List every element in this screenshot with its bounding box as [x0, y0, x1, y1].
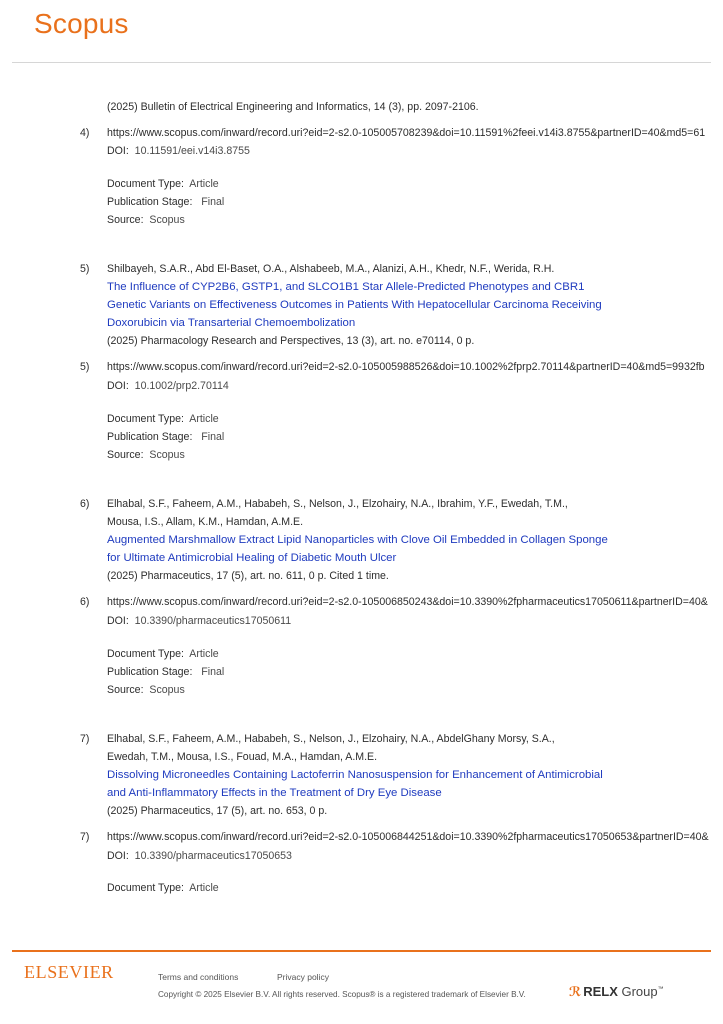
- doi-label: DOI:: [107, 145, 129, 157]
- record-authors: Mousa, I.S., Allam, K.M., Hamdan, A.M.E.: [107, 516, 304, 528]
- pub-stage-value: Final: [201, 431, 225, 443]
- record-title-link[interactable]: for Ultimate Antimicrobial Healing of Diabetic Mouth Ulcer: [107, 552, 397, 564]
- publication-stage: [107, 663, 224, 681]
- privacy-link[interactable]: Privacy policy: [277, 972, 329, 982]
- doc-type-value: Article: [189, 648, 219, 660]
- doc-type-label: Document Type:: [107, 413, 184, 425]
- record-doi: [107, 612, 291, 630]
- record-url[interactable]: https://www.scopus.com/inward/record.uri?eid=2-s2.0-105005708239&doi=10.11591%2feei.v14i3.8755&partnerID=40&md5=61: [107, 127, 706, 139]
- source-value: Scopus: [149, 214, 185, 226]
- record-number: 6): [80, 498, 90, 510]
- record-source: [107, 446, 185, 464]
- doc-type-value: Article: [189, 413, 219, 425]
- relx-mark-icon: ℛ: [569, 984, 582, 999]
- header-divider: [12, 62, 711, 63]
- record-number: 4): [80, 127, 90, 139]
- pub-stage-label: Publication Stage:: [107, 196, 193, 208]
- record-source-line: (2025) Bulletin of Electrical Engineering and Informatics, 14 (3), pp. 2097-2106.: [107, 101, 479, 113]
- doi-value[interactable]: 10.3390/pharmaceutics17050653: [134, 850, 292, 862]
- doc-type-label: Document Type:: [107, 178, 184, 190]
- document-type: [107, 645, 219, 663]
- record-doi: [107, 847, 292, 865]
- doi-value[interactable]: 10.3390/pharmaceutics17050611: [134, 615, 292, 627]
- record-source: [107, 211, 185, 229]
- record-authors: Ewedah, T.M., Mousa, I.S., Fouad, M.A., Hamdan, A.M.E.: [107, 751, 378, 763]
- relx-logo-text: RELX: [583, 984, 618, 999]
- doc-type-value: Article: [189, 882, 219, 894]
- pub-stage-label: Publication Stage:: [107, 431, 193, 443]
- record-source-line: (2025) Pharmacology Research and Perspectives, 13 (3), art. no. e70114, 0 p.: [107, 335, 475, 347]
- record-source: [107, 681, 185, 699]
- doi-label: DOI:: [107, 380, 129, 392]
- source-label: Source:: [107, 449, 144, 461]
- record-source-line: (2025) Pharmaceutics, 17 (5), art. no. 653, 0 p.: [107, 805, 328, 817]
- doc-type-label: Document Type:: [107, 882, 184, 894]
- record-title-link[interactable]: Genetic Variants on Effectiveness Outcomes in Patients With Hepatocellular Carcinoma Receiving: [107, 299, 602, 311]
- pub-stage-label: Publication Stage:: [107, 666, 193, 678]
- pub-stage-value: Final: [201, 196, 225, 208]
- record-title-link[interactable]: Dissolving Microneedles Containing Lactoferrin Nanosuspension for Enhancement of Antimicrobial: [107, 769, 603, 781]
- record-url[interactable]: https://www.scopus.com/inward/record.uri?eid=2-s2.0-105006844251&doi=10.3390%2fpharmaceutics17050653&partnerID=40&: [107, 831, 709, 843]
- record-title-link[interactable]: The Influence of CYP2B6, GSTP1, and SLCO1B1 Star Allele-Predicted Phenotypes and CBR1: [107, 281, 585, 293]
- record-number: 6): [80, 596, 90, 608]
- pub-stage-value: Final: [201, 666, 225, 678]
- source-label: Source:: [107, 214, 144, 226]
- source-value: Scopus: [149, 449, 185, 461]
- doi-value[interactable]: 10.1002/prp2.70114: [134, 380, 229, 392]
- record-source-line: (2025) Pharmaceutics, 17 (5), art. no. 611, 0 p. Cited 1 time.: [107, 570, 389, 582]
- record-number: 5): [80, 263, 90, 275]
- record-title-link[interactable]: Doxorubicin via Transarterial Chemoembolization: [107, 317, 356, 329]
- record-url[interactable]: https://www.scopus.com/inward/record.uri?eid=2-s2.0-105006850243&doi=10.3390%2fpharmaceutics17050611&partnerID=40&: [107, 596, 708, 608]
- record-url[interactable]: https://www.scopus.com/inward/record.uri?eid=2-s2.0-105005988526&doi=10.1002%2fprp2.70114&partnerID=40&md5=9932fb: [107, 361, 705, 373]
- record-authors: Elhabal, S.F., Faheem, A.M., Hababeh, S., Nelson, J., Elzohairy, N.A., Ibrahim, Y.F., Ewedah, T.M.,: [107, 498, 568, 510]
- source-value: Scopus: [149, 684, 185, 696]
- record-number: 5): [80, 361, 90, 373]
- footer-divider: [12, 950, 711, 952]
- record-doi: [107, 377, 229, 395]
- publication-stage: [107, 193, 224, 211]
- copyright-text: Copyright © 2025 Elsevier B.V. All rights reserved. Scopus® is a registered trademark of Elsevier B.V.: [158, 990, 526, 999]
- record-number: 7): [80, 831, 90, 843]
- doi-value[interactable]: 10.11591/eei.v14i3.8755: [134, 145, 250, 157]
- record-authors: Shilbayeh, S.A.R., Abd El-Baset, O.A., Alshabeeb, M.A., Alanizi, A.H., Khedr, N.F., Werida, R.H.: [107, 263, 555, 275]
- record-title-link[interactable]: Augmented Marshmallow Extract Lipid Nanoparticles with Clove Oil Embedded in Collagen Sponge: [107, 534, 608, 546]
- doc-type-value: Article: [189, 178, 219, 190]
- document-type: [107, 410, 219, 428]
- relx-group-logo[interactable]: [569, 984, 664, 1000]
- document-type: [107, 879, 219, 897]
- scopus-logo[interactable]: Scopus: [34, 8, 129, 39]
- source-label: Source:: [107, 684, 144, 696]
- document-type: [107, 175, 219, 193]
- elsevier-logo[interactable]: ELSEVIER: [24, 962, 114, 982]
- record-title-link[interactable]: and Anti-Inflammatory Effects in the Treatment of Dry Eye Disease: [107, 787, 442, 799]
- doc-type-label: Document Type:: [107, 648, 184, 660]
- record-authors: Elhabal, S.F., Faheem, A.M., Hababeh, S., Nelson, J., Elzohairy, N.A., AbdelGhany Morsy, S.A.,: [107, 733, 555, 745]
- record-doi: [107, 142, 250, 160]
- record-number: 7): [80, 733, 90, 745]
- publication-stage: [107, 428, 224, 446]
- trademark-symbol: ™: [657, 986, 664, 993]
- terms-link[interactable]: Terms and conditions: [158, 972, 239, 982]
- doi-label: DOI:: [107, 850, 129, 862]
- doi-label: DOI:: [107, 615, 129, 627]
- relx-logo-group: Group: [617, 984, 658, 999]
